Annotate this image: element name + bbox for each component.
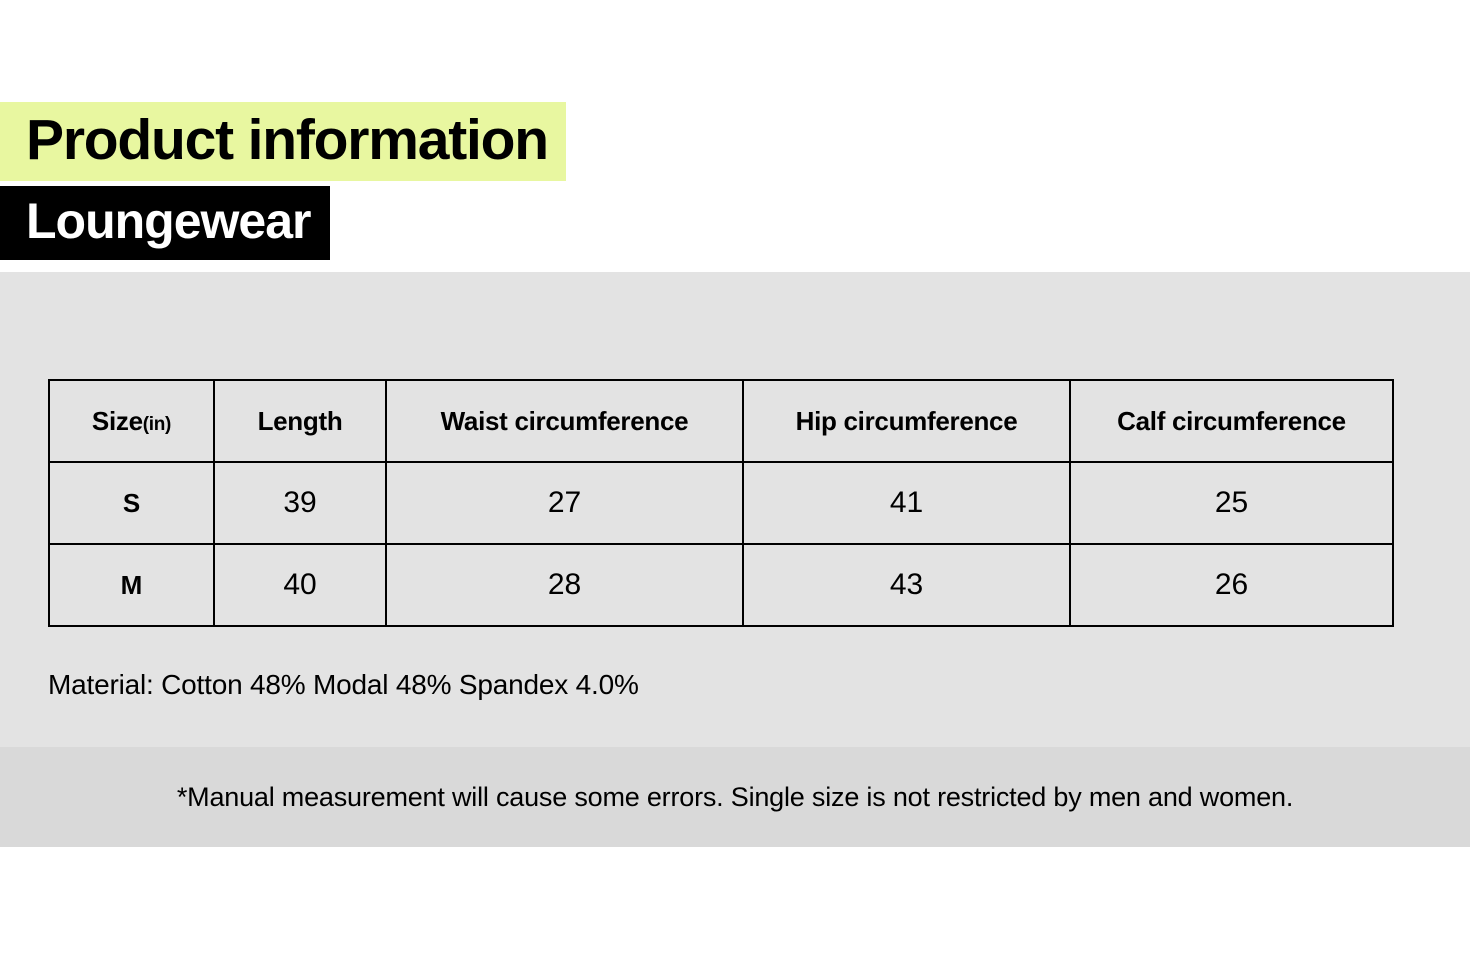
cell-length: 40 <box>214 544 386 626</box>
cell-waist: 27 <box>386 462 743 544</box>
cell-calf: 25 <box>1070 462 1393 544</box>
footer-note-bar <box>0 747 1470 847</box>
column-header-size-unit: (in) <box>142 413 172 435</box>
page-subtitle: Loungewear <box>0 186 330 260</box>
table-header-row <box>49 380 1393 462</box>
cell-hip: 41 <box>743 462 1070 544</box>
column-header-hip: Hip circumference <box>743 380 1070 462</box>
cell-size: M <box>49 544 214 626</box>
page-title: Product information <box>0 102 566 181</box>
table-row <box>49 462 1393 544</box>
title-block <box>0 0 1470 181</box>
column-header-length: Length <box>214 380 386 462</box>
material-text: Material: Cotton 48% Modal 48% Spandex 4.0% <box>48 669 639 700</box>
cell-waist: 28 <box>386 544 743 626</box>
cell-hip: 43 <box>743 544 1070 626</box>
column-header-size <box>49 380 214 462</box>
subtitle-block <box>0 186 1470 260</box>
table-header-row-group <box>49 380 1393 462</box>
table-row <box>49 544 1393 626</box>
size-chart-table <box>48 379 1394 627</box>
bottom-whitespace <box>0 847 1470 955</box>
table-body <box>49 462 1393 626</box>
disclaimer-text: *Manual measurement will cause some errors. Single size is not restricted by men and women. <box>176 781 1294 812</box>
cell-size: S <box>49 462 214 544</box>
column-header-size-label: Size <box>91 405 143 436</box>
column-header-calf: Calf circumference <box>1070 380 1393 462</box>
page-header <box>0 0 1470 272</box>
size-table-container <box>0 272 1470 627</box>
column-header-waist: Waist circumference <box>386 380 743 462</box>
cell-length: 39 <box>214 462 386 544</box>
specs-panel <box>0 272 1470 747</box>
cell-calf: 26 <box>1070 544 1393 626</box>
